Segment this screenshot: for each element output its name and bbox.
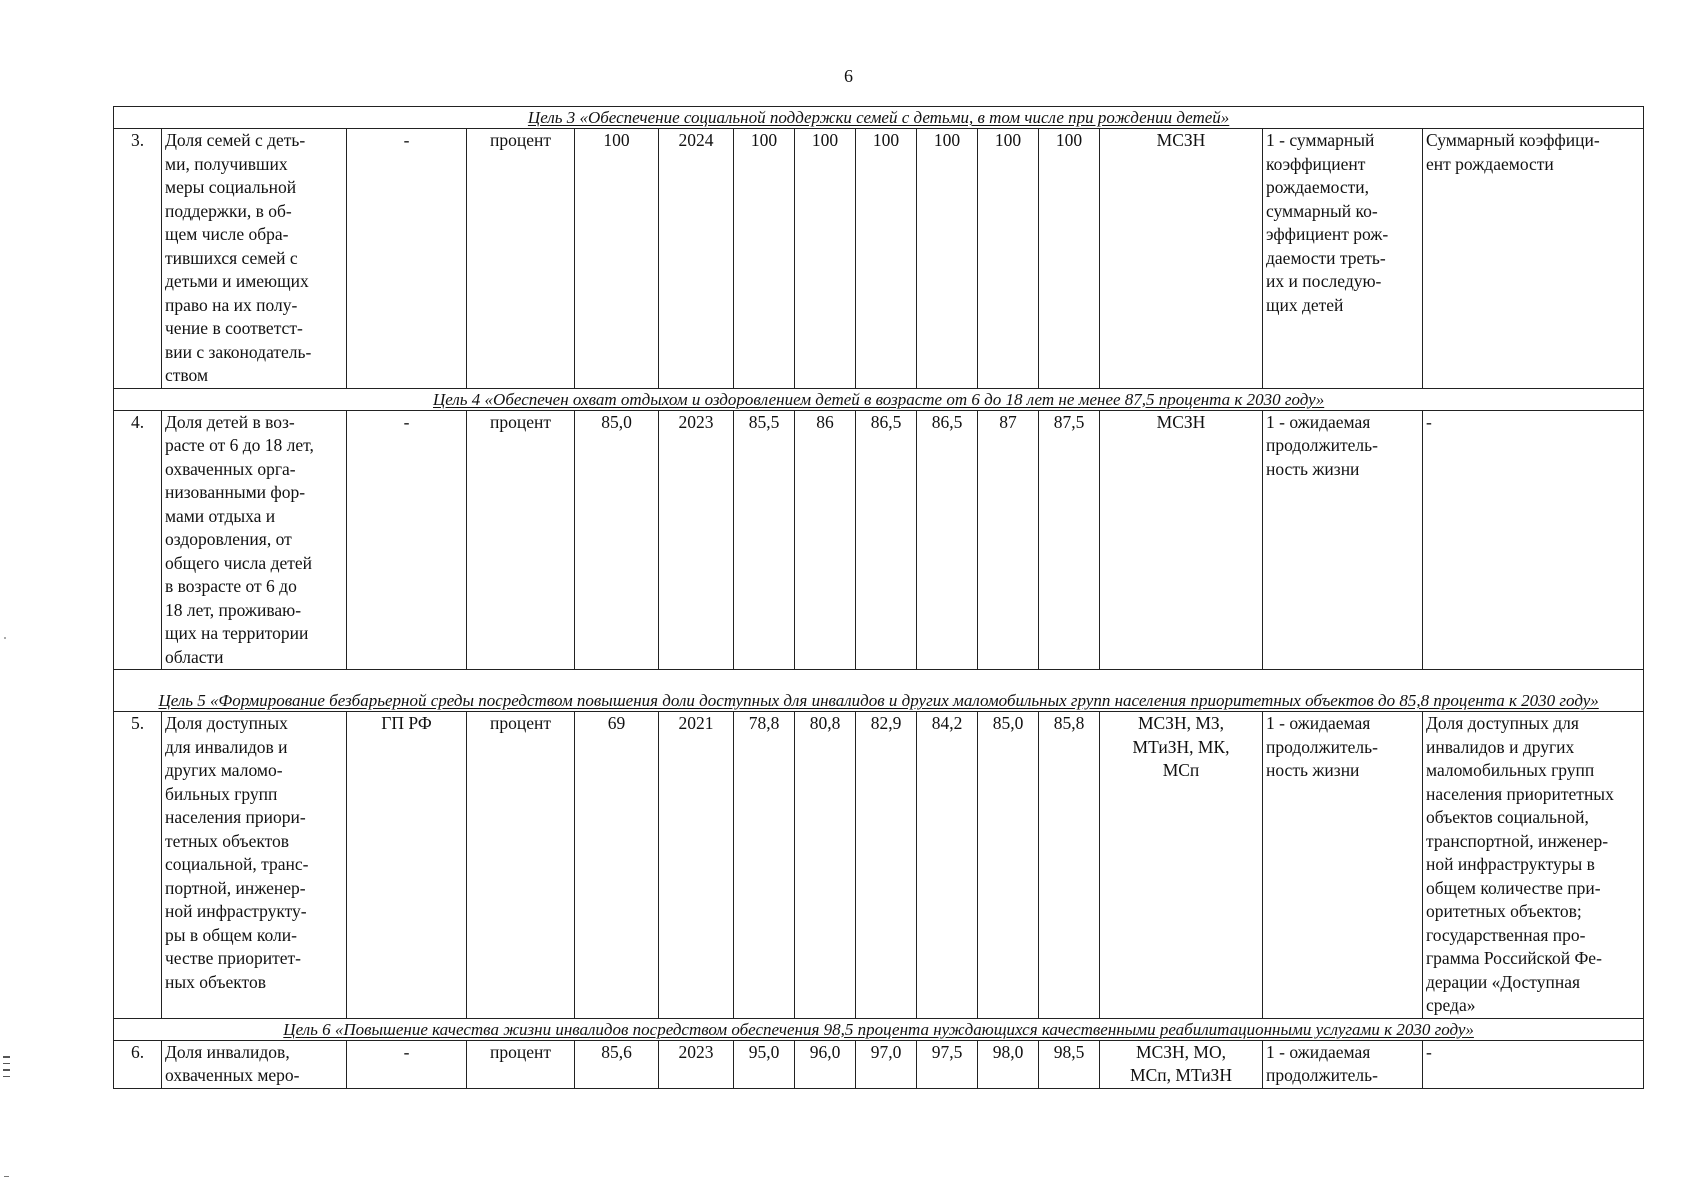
- base-year-cell: 2023: [659, 1040, 734, 1088]
- responsible-cell: МСЗН, МО, МСп, МТиЗН: [1100, 1040, 1263, 1088]
- target-value-cell: 87: [978, 410, 1039, 670]
- base-year-cell: 2024: [659, 129, 734, 389]
- name-cell: Доля семей с деть- ми, получивших меры социальной поддержки, в об- щем числе обра- тившихся семей с детьми и имеющих право на их полу- чение в соответст- вии с законодатель- ством: [162, 129, 347, 389]
- goal-heading: [114, 670, 1644, 712]
- base-value-cell: 85,6: [575, 1040, 659, 1088]
- target-value-cell: 85,0: [978, 712, 1039, 1019]
- table-row: [114, 1040, 1644, 1088]
- base-value-cell: 69: [575, 712, 659, 1019]
- goal-row: [114, 1018, 1644, 1040]
- target-value-cell: 100: [795, 129, 856, 389]
- unit-cell: процент: [467, 712, 575, 1019]
- goal-heading: [114, 1018, 1644, 1040]
- base-year-cell: 2021: [659, 712, 734, 1019]
- link-cell: 1 - ожидаемая продолжитель- ность жизни: [1263, 410, 1423, 670]
- target-value-cell: 100: [978, 129, 1039, 389]
- target-value-cell: 87,5: [1039, 410, 1100, 670]
- scan-speck: [4, 637, 6, 639]
- level-cell: -: [347, 410, 467, 670]
- target-value-cell: 85,8: [1039, 712, 1100, 1019]
- responsible-cell: МСЗН, МЗ, МТиЗН, МК, МСп: [1100, 712, 1263, 1019]
- link-cell: 1 - ожидаемая продолжитель-: [1263, 1040, 1423, 1088]
- base-value-cell: 85,0: [575, 410, 659, 670]
- goal-heading: [114, 107, 1644, 129]
- scan-speck: [4, 1176, 9, 1177]
- target-value-cell: 78,8: [734, 712, 795, 1019]
- num-cell: 3.: [114, 129, 162, 389]
- name-cell: Доля доступных для инвалидов и других маломо- бильных групп населения приори- тетных объектов социальной, транс- портной, инженер- ной инфраструкту- ры в общем коли- честве приоритет- ных объектов: [162, 712, 347, 1019]
- target-value-cell: 97,5: [917, 1040, 978, 1088]
- goal-heading: [114, 388, 1644, 410]
- goal-row: [114, 670, 1644, 712]
- target-value-cell: 100: [1039, 129, 1100, 389]
- target-value-cell: 85,5: [734, 410, 795, 670]
- target-value-cell: 95,0: [734, 1040, 795, 1088]
- goal-text: Цель 5 «Формирование безбарьерной среды посредством повышения доли доступных для инвалидов и других маломобильных групп населения приоритетных объектов до 85,8 процента к 2030 году»: [158, 691, 1599, 710]
- target-value-cell: 100: [856, 129, 917, 389]
- table-row: [114, 129, 1644, 389]
- link-cell: 1 - ожидаемая продолжитель- ность жизни: [1263, 712, 1423, 1019]
- responsible-cell: МСЗН: [1100, 410, 1263, 670]
- indicator-cell: Суммарный коэффици- ент рождаемости: [1423, 129, 1644, 389]
- target-value-cell: 100: [734, 129, 795, 389]
- scan-margin-marks: [3, 1056, 10, 1082]
- target-value-cell: 100: [917, 129, 978, 389]
- indicator-cell: -: [1423, 1040, 1644, 1088]
- table-row: [114, 712, 1644, 1019]
- base-value-cell: 100: [575, 129, 659, 389]
- unit-cell: процент: [467, 129, 575, 389]
- goal-text: Цель 3 «Обеспечение социальной поддержки семей с детьми, в том числе при рождении детей»: [527, 108, 1230, 127]
- table-body: [114, 107, 1644, 1089]
- goal-text: Цель 6 «Повышение качества жизни инвалидов посредством обеспечения 98,5 процента нуждающихся качественными реабилитационными услугами к 2030 году»: [283, 1019, 1474, 1039]
- num-cell: 4.: [114, 410, 162, 670]
- unit-cell: процент: [467, 410, 575, 670]
- table-row: [114, 410, 1644, 670]
- target-value-cell: 84,2: [917, 712, 978, 1019]
- target-value-cell: 98,0: [978, 1040, 1039, 1088]
- goal-text: Цель 4 «Обеспечен охват отдыхом и оздоровлением детей в возрасте от 6 до 18 лет не менее 87,5 процента к 2030 году»: [433, 389, 1325, 409]
- target-value-cell: 82,9: [856, 712, 917, 1019]
- target-value-cell: 80,8: [795, 712, 856, 1019]
- link-cell: 1 - суммарный коэффициент рождаемости, суммарный ко- эффициент рож- даемости треть- их и последую- щих детей: [1263, 129, 1423, 389]
- indicator-cell: -: [1423, 410, 1644, 670]
- num-cell: 5.: [114, 712, 162, 1019]
- level-cell: -: [347, 1040, 467, 1088]
- goal-row: [114, 107, 1644, 129]
- level-cell: ГП РФ: [347, 712, 467, 1019]
- page-number: 6: [844, 66, 853, 86]
- target-value-cell: 97,0: [856, 1040, 917, 1088]
- target-value-cell: 98,5: [1039, 1040, 1100, 1088]
- level-cell: -: [347, 129, 467, 389]
- name-cell: Доля детей в воз- расте от 6 до 18 лет, охваченных орга- низованными фор- мами отдыха и оздоровления, от общего числа детей в возрасте от 6 до 18 лет, проживаю- щих на территории области: [162, 410, 347, 670]
- responsible-cell: МСЗН: [1100, 129, 1263, 389]
- base-year-cell: 2023: [659, 410, 734, 670]
- target-value-cell: 86,5: [856, 410, 917, 670]
- target-value-cell: 96,0: [795, 1040, 856, 1088]
- target-value-cell: 86,5: [917, 410, 978, 670]
- num-cell: 6.: [114, 1040, 162, 1088]
- goal-row: [114, 388, 1644, 410]
- unit-cell: процент: [467, 1040, 575, 1088]
- target-value-cell: 86: [795, 410, 856, 670]
- name-cell: Доля инвалидов, охваченных меро-: [162, 1040, 347, 1088]
- indicators-table: [113, 106, 1644, 1089]
- indicator-cell: Доля доступных для инвалидов и других маломобильных групп населения приоритетных объектов социальной, транспортной, инженер- ной инфраструктуры в общем количестве при- оритетных объектов; государственная про- грамма Российской Фе- дерации «Доступная среда»: [1423, 712, 1644, 1019]
